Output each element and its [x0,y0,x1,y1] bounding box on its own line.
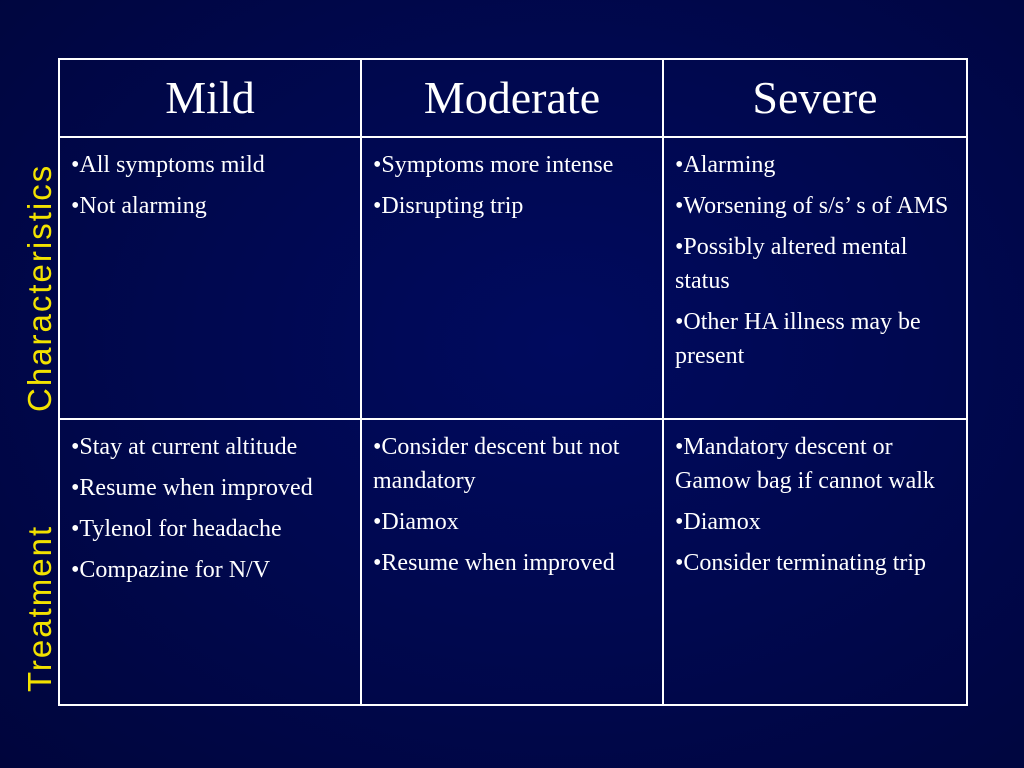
characteristics-severe-list [664,138,966,373]
cell-treatment-severe [663,419,967,705]
severity-table [58,58,968,706]
list-item: •Resume when improved [71,475,313,501]
list-item: •Compazine for N/V [71,557,271,583]
list-item: •Diamox [373,509,459,535]
treatment-mild-list [60,420,360,587]
list-item: •Consider terminating trip [675,550,927,576]
column-header-severe: Severe [663,59,967,137]
list-item: •Resume when improved [373,550,615,576]
cell-characteristics-moderate [361,137,663,419]
table-row-characteristics [59,137,967,419]
row-label-treatment: Treatment [21,524,58,692]
cell-characteristics-mild [59,137,361,419]
list-item: •Consider descent but not mandatory [373,434,620,494]
list-item: •Alarming [675,152,776,178]
list-item: •Other HA illness may be present [675,309,921,369]
cell-treatment-moderate [361,419,663,705]
list-item: •Not alarming [71,193,207,219]
table-row-treatment [59,419,967,705]
cell-treatment-mild [59,419,361,705]
list-item: •Diamox [675,509,761,535]
treatment-moderate-list [362,420,662,580]
treatment-severe-list [664,420,966,580]
characteristics-moderate-list [362,138,662,223]
list-item: •Stay at current altitude [71,434,298,460]
list-item: •Possibly altered mental status [675,234,908,294]
list-item: •Mandatory descent or Gamow bag if cannot walk [675,434,935,494]
list-item: •All symptoms mild [71,152,265,178]
list-item: •Worsening of s/s’ s of AMS [675,193,949,219]
list-item: •Disrupting trip [373,193,524,219]
row-label-characteristics: Characteristics [21,163,58,412]
table-header-row [59,59,967,137]
cell-characteristics-severe [663,137,967,419]
list-item: •Tylenol for headache [71,516,282,542]
list-item: •Symptoms more intense [373,152,614,178]
column-header-mild: Mild [59,59,361,137]
characteristics-mild-list [60,138,360,223]
column-header-moderate: Moderate [361,59,663,137]
